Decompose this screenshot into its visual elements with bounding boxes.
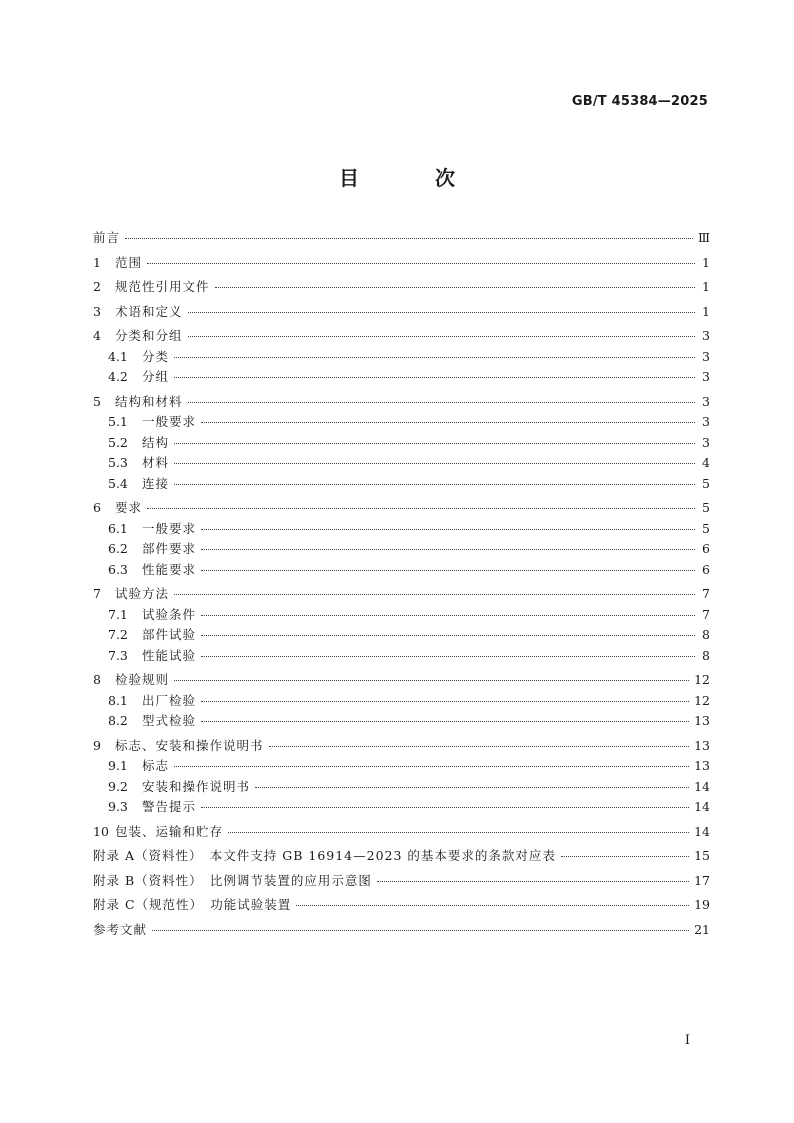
toc-entry-number: 9.2 bbox=[108, 778, 128, 794]
toc-entry-number: 5.1 bbox=[108, 414, 128, 429]
toc-entry-page: 14 bbox=[694, 823, 710, 839]
toc-entry-number: 7.2 bbox=[108, 627, 128, 642]
toc-entry[interactable] bbox=[93, 434, 710, 450]
toc-dot-leader bbox=[561, 856, 689, 857]
toc-entry-page: 14 bbox=[694, 799, 710, 814]
toc-entry-page: 13 bbox=[694, 758, 710, 773]
toc-entry[interactable] bbox=[93, 303, 710, 319]
toc-dot-leader bbox=[201, 701, 689, 702]
toc-entry-label: 标志 bbox=[142, 758, 170, 773]
toc-entry-label: 一般要求 bbox=[142, 520, 197, 536]
toc-entry-page: 14 bbox=[694, 778, 710, 794]
toc-entry-label: 分类和分组 bbox=[115, 328, 183, 343]
toc-entry[interactable] bbox=[93, 416, 710, 429]
toc-entry-page: 13 bbox=[694, 737, 710, 753]
toc-entry-label: 检验规则 bbox=[115, 672, 170, 687]
toc-dot-leader bbox=[174, 766, 689, 767]
toc-entry[interactable] bbox=[93, 348, 710, 364]
toc-entry-number: 4.2 bbox=[108, 369, 128, 384]
toc-entry-page: 8 bbox=[702, 627, 710, 642]
toc-entry[interactable] bbox=[93, 629, 710, 642]
toc-entry-label: 一般要求 bbox=[142, 414, 197, 429]
toc-entry-label: 附录 B（资料性） 比例调节装置的应用示意图 bbox=[93, 872, 372, 888]
toc-entry-page: 5 bbox=[702, 500, 710, 515]
toc-entry-page: 5 bbox=[702, 520, 710, 536]
toc-dot-leader bbox=[269, 746, 690, 747]
toc-entry-page: 1 bbox=[702, 279, 710, 294]
toc-dot-leader bbox=[174, 484, 695, 485]
page-number: I bbox=[684, 1033, 690, 1048]
toc-entry[interactable] bbox=[93, 899, 710, 912]
toc-entry-page: 19 bbox=[694, 897, 710, 912]
toc-entry[interactable] bbox=[93, 801, 710, 814]
toc-dot-leader bbox=[174, 377, 695, 378]
toc-dot-leader bbox=[174, 463, 695, 464]
toc-entry[interactable] bbox=[93, 823, 710, 839]
toc-dot-leader bbox=[201, 549, 695, 550]
toc-entry-label: 要求 bbox=[115, 500, 143, 515]
toc-dot-leader bbox=[188, 312, 695, 313]
toc-entry-label: 试验条件 bbox=[142, 606, 197, 622]
toc-entry-page: 12 bbox=[694, 692, 710, 708]
toc-dot-leader bbox=[201, 570, 695, 571]
toc-entry[interactable] bbox=[93, 850, 710, 863]
toc-entry-label: 分组 bbox=[142, 369, 170, 384]
toc-entry-page: 7 bbox=[702, 586, 710, 601]
toc-dot-leader bbox=[201, 422, 695, 423]
toc-entry-number: 6.1 bbox=[108, 520, 128, 536]
toc-entry-page: 3 bbox=[702, 369, 710, 384]
toc-entry[interactable] bbox=[93, 692, 710, 708]
toc-entry-page: 3 bbox=[702, 414, 710, 429]
toc-entry[interactable] bbox=[93, 715, 710, 728]
toc-entry-page: 1 bbox=[702, 303, 710, 319]
toc-entry-label: 规范性引用文件 bbox=[115, 279, 210, 294]
toc-entry-page: 7 bbox=[702, 606, 710, 622]
toc-entry-label: 连接 bbox=[142, 475, 170, 491]
toc-entry-number: 6.3 bbox=[108, 561, 128, 577]
toc-entry-page: 15 bbox=[694, 848, 710, 863]
toc-entry-label: 前言 bbox=[93, 230, 121, 245]
toc-entry-label: 出厂检验 bbox=[142, 692, 197, 708]
toc-entry-page: Ⅲ bbox=[697, 230, 710, 245]
table-of-contents bbox=[93, 226, 710, 936]
toc-dot-leader bbox=[201, 529, 695, 530]
toc-entry-label: 材料 bbox=[142, 455, 170, 470]
toc-entry[interactable] bbox=[93, 872, 710, 888]
toc-entry-page: 5 bbox=[702, 475, 710, 491]
toc-entry[interactable] bbox=[93, 330, 710, 343]
toc-entry-number: 3 bbox=[93, 303, 101, 319]
toc-dot-leader bbox=[188, 402, 695, 403]
toc-entry-label: 性能试验 bbox=[142, 647, 197, 663]
toc-entry-number: 5.3 bbox=[108, 455, 128, 470]
toc-dot-leader bbox=[296, 905, 689, 906]
toc-dot-leader bbox=[377, 881, 689, 882]
toc-entry-label: 包装、运输和贮存 bbox=[115, 823, 224, 839]
toc-entry-label: 部件要求 bbox=[142, 541, 197, 556]
toc-entry[interactable] bbox=[93, 588, 710, 601]
toc-entry[interactable] bbox=[93, 520, 710, 536]
toc-entry-page: 1 bbox=[702, 254, 710, 270]
toc-entry-page: 21 bbox=[694, 921, 710, 937]
toc-entry-number: 2 bbox=[93, 279, 101, 294]
toc-entry-number: 7.1 bbox=[108, 606, 128, 622]
toc-entry-label: 附录 C（规范性） 功能试验装置 bbox=[93, 897, 292, 912]
toc-dot-leader bbox=[255, 787, 689, 788]
toc-entry-page: 6 bbox=[702, 561, 710, 577]
toc-entry-number: 8.2 bbox=[108, 713, 128, 728]
toc-dot-leader bbox=[147, 263, 695, 264]
toc-entry[interactable] bbox=[93, 737, 710, 753]
toc-entry-page: 13 bbox=[694, 713, 710, 728]
toc-entry-label: 结构 bbox=[142, 434, 170, 450]
toc-entry-number: 9.1 bbox=[108, 758, 128, 773]
toc-entry-number: 7.3 bbox=[108, 647, 128, 663]
toc-entry[interactable] bbox=[93, 393, 710, 409]
toc-entry-page: 17 bbox=[694, 872, 710, 888]
toc-entry-label: 部件试验 bbox=[142, 627, 197, 642]
toc-title: 目 次 bbox=[339, 166, 483, 190]
toc-entry-label: 警告提示 bbox=[142, 799, 197, 814]
toc-entry[interactable] bbox=[93, 371, 710, 384]
toc-entry-number: 9.3 bbox=[108, 799, 128, 814]
toc-entry-page: 3 bbox=[702, 348, 710, 364]
toc-entry-label: 试验方法 bbox=[115, 586, 170, 601]
toc-entry-number: 1 bbox=[93, 254, 101, 270]
toc-entry-number: 5.2 bbox=[108, 434, 128, 450]
toc-entry-page: 3 bbox=[702, 393, 710, 409]
toc-dot-leader bbox=[201, 615, 695, 616]
toc-dot-leader bbox=[215, 287, 695, 288]
toc-dot-leader bbox=[152, 930, 689, 931]
toc-entry-number: 5 bbox=[93, 393, 101, 409]
toc-entry-number: 7 bbox=[93, 586, 101, 601]
document-code: GB/T 45384—2025 bbox=[571, 94, 708, 109]
toc-dot-leader bbox=[228, 832, 689, 833]
toc-entry[interactable] bbox=[93, 232, 710, 245]
toc-entry-label: 结构和材料 bbox=[115, 393, 183, 409]
toc-entry-label: 标志、安装和操作说明书 bbox=[115, 737, 264, 753]
toc-dot-leader bbox=[188, 336, 695, 337]
toc-entry[interactable] bbox=[93, 674, 710, 687]
toc-dot-leader bbox=[201, 721, 689, 722]
toc-entry-page: 12 bbox=[694, 672, 710, 687]
toc-entry[interactable] bbox=[93, 778, 710, 794]
toc-entry[interactable] bbox=[93, 921, 710, 937]
toc-entry-label: 性能要求 bbox=[142, 561, 197, 577]
toc-entry-number: 6.2 bbox=[108, 541, 128, 556]
toc-entry-label: 范围 bbox=[115, 254, 143, 270]
toc-entry-page: 6 bbox=[702, 541, 710, 556]
toc-entry-label: 安装和操作说明书 bbox=[142, 778, 251, 794]
toc-entry-page: 3 bbox=[702, 434, 710, 450]
toc-dot-leader bbox=[125, 238, 693, 239]
toc-dot-leader bbox=[174, 357, 695, 358]
toc-entry-page: 4 bbox=[702, 455, 710, 470]
toc-entry-number: 4.1 bbox=[108, 348, 128, 364]
toc-entry-number: 5.4 bbox=[108, 475, 128, 491]
toc-entry[interactable] bbox=[93, 760, 710, 773]
toc-entry[interactable] bbox=[93, 457, 710, 470]
toc-dot-leader bbox=[201, 656, 695, 657]
toc-dot-leader bbox=[174, 594, 695, 595]
toc-entry[interactable] bbox=[93, 543, 710, 556]
toc-entry-label: 参考文献 bbox=[93, 921, 148, 937]
toc-entry-number: 6 bbox=[93, 500, 101, 515]
toc-dot-leader bbox=[147, 508, 695, 509]
toc-entry[interactable] bbox=[93, 502, 710, 515]
toc-entry[interactable] bbox=[93, 647, 710, 663]
toc-dot-leader bbox=[174, 680, 689, 681]
toc-entry-number: 8 bbox=[93, 672, 101, 687]
toc-entry-number: 10 bbox=[93, 823, 109, 839]
toc-dot-leader bbox=[201, 807, 689, 808]
toc-entry-label: 术语和定义 bbox=[115, 303, 183, 319]
toc-entry[interactable] bbox=[93, 475, 710, 491]
toc-entry-label: 分类 bbox=[142, 348, 170, 364]
toc-dot-leader bbox=[201, 635, 695, 636]
toc-entry-label: 附录 A（资料性） 本文件支持 GB 16914—2023 的基本要求的条款对应表 bbox=[93, 848, 556, 863]
toc-entry[interactable] bbox=[93, 606, 710, 622]
toc-entry[interactable] bbox=[93, 281, 710, 294]
toc-entry-label: 型式检验 bbox=[142, 713, 197, 728]
toc-entry-number: 9 bbox=[93, 737, 101, 753]
toc-entry-page: 8 bbox=[702, 647, 710, 663]
toc-entry-number: 4 bbox=[93, 328, 101, 343]
toc-dot-leader bbox=[174, 443, 695, 444]
toc-entry-page: 3 bbox=[702, 328, 710, 343]
toc-entry[interactable] bbox=[93, 561, 710, 577]
toc-entry-number: 8.1 bbox=[108, 692, 128, 708]
toc-entry[interactable] bbox=[93, 254, 710, 270]
